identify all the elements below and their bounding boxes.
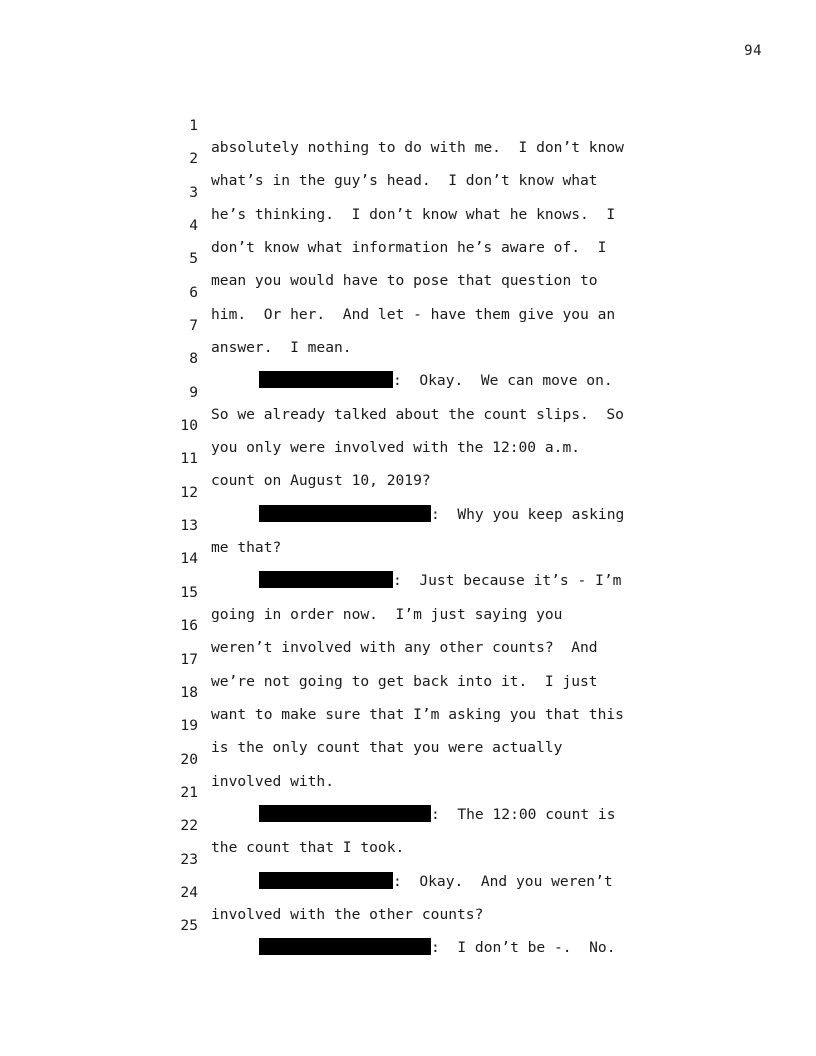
transcript-body: [168, 93, 688, 957]
transcript-line-20: [168, 727, 688, 790]
transcript-line-14: [168, 526, 688, 590]
line-number: 19: [180, 717, 198, 735]
line-text: count on August 10, 2019?: [211, 472, 431, 490]
transcript-line-21: [168, 760, 688, 823]
line-number: 16: [180, 617, 198, 635]
transcript-line-9: [168, 360, 688, 423]
transcript-line-19: [168, 693, 688, 757]
line-number: 1: [189, 117, 198, 134]
line-number: 25: [180, 917, 198, 935]
transcript-line-10: [168, 393, 688, 457]
line-number: 8: [189, 350, 198, 368]
line-text: we’re not going to get back into it. I just: [211, 672, 598, 690]
line-number: 17: [180, 650, 198, 668]
page-number: 94: [744, 43, 762, 59]
line-text: : The 12:00 count is: [431, 805, 616, 823]
transcript-line-13: [168, 493, 688, 557]
line-number: 7: [189, 317, 198, 335]
transcript-line-4: [168, 193, 688, 257]
line-text: : I don’t be -. No.: [431, 939, 616, 957]
transcript-line-25: [168, 893, 688, 957]
line-number: 11: [180, 450, 198, 468]
line-number: 10: [180, 417, 198, 435]
line-number: 4: [189, 217, 198, 235]
transcript-line-11: [168, 426, 688, 490]
transcript-line-3: [168, 160, 688, 223]
line-text: : Why you keep asking: [431, 505, 625, 523]
line-text: So we already talked about the count slips. So: [211, 405, 624, 423]
line-text: the count that I took.: [211, 839, 405, 857]
line-text: mean you would have to pose that question to: [211, 272, 598, 290]
line-text: involved with.: [211, 772, 335, 790]
line-text: want to make sure that I’m asking you that this: [211, 705, 624, 723]
line-text: : Okay. And you weren’t: [393, 872, 613, 890]
line-text: absolutely nothing to do with me. I don’t know: [211, 139, 624, 156]
line-number: 24: [180, 883, 198, 901]
transcript-line-2: [168, 126, 688, 190]
line-number: 3: [189, 183, 198, 201]
line-number: 15: [180, 583, 198, 601]
transcript-line-16: [168, 593, 688, 657]
transcript-line-23: [168, 827, 688, 890]
line-number: 6: [189, 283, 198, 301]
line-text: you only were involved with the 12:00 a.m.: [211, 439, 581, 457]
line-number: 5: [189, 250, 198, 268]
line-text: weren’t involved with any other counts? And: [211, 639, 598, 657]
line-number: 18: [180, 683, 198, 701]
line-text: : Okay. We can move on.: [393, 372, 613, 390]
line-text: is the only count that you were actually: [211, 739, 563, 757]
transcript-line-5: [168, 226, 688, 290]
speaker-turn: [259, 937, 616, 959]
transcript-line-17: [168, 627, 688, 690]
line-text: going in order now. I’m just saying you: [211, 605, 563, 623]
line-text: what’s in the guy’s head. I don’t know what: [211, 172, 598, 190]
line-number: 22: [180, 817, 198, 835]
line-text: : Just because it’s - I’m: [393, 572, 622, 590]
line-number: 21: [180, 783, 198, 801]
transcript-line-7: [168, 293, 688, 357]
line-number: 9: [189, 383, 198, 401]
transcript-line-8: [168, 326, 688, 390]
line-text: involved with the other counts?: [211, 905, 484, 923]
line-number: 12: [180, 483, 198, 501]
transcript-line-22: [168, 793, 688, 857]
redaction-bar: [259, 938, 431, 955]
transcript-line-6: [168, 260, 688, 323]
line-number: 20: [180, 750, 198, 768]
transcript-line-24: [168, 860, 688, 923]
line-number: 2: [189, 150, 198, 168]
line-number: 23: [180, 850, 198, 868]
line-text: him. Or her. And let - have them give you an: [211, 305, 616, 323]
line-text: he’s thinking. I don’t know what he knows. I: [211, 205, 616, 223]
line-number: 13: [180, 517, 198, 535]
transcript-line-12: [168, 460, 688, 523]
line-text: don’t know what information he’s aware of. I: [211, 239, 607, 257]
transcript-line-18: [168, 660, 688, 723]
transcript-line-15: [168, 560, 688, 623]
line-text: answer. I mean.: [211, 339, 352, 357]
transcript-line-1: [168, 93, 688, 156]
line-text: me that?: [211, 539, 282, 557]
line-number: 14: [180, 550, 198, 568]
